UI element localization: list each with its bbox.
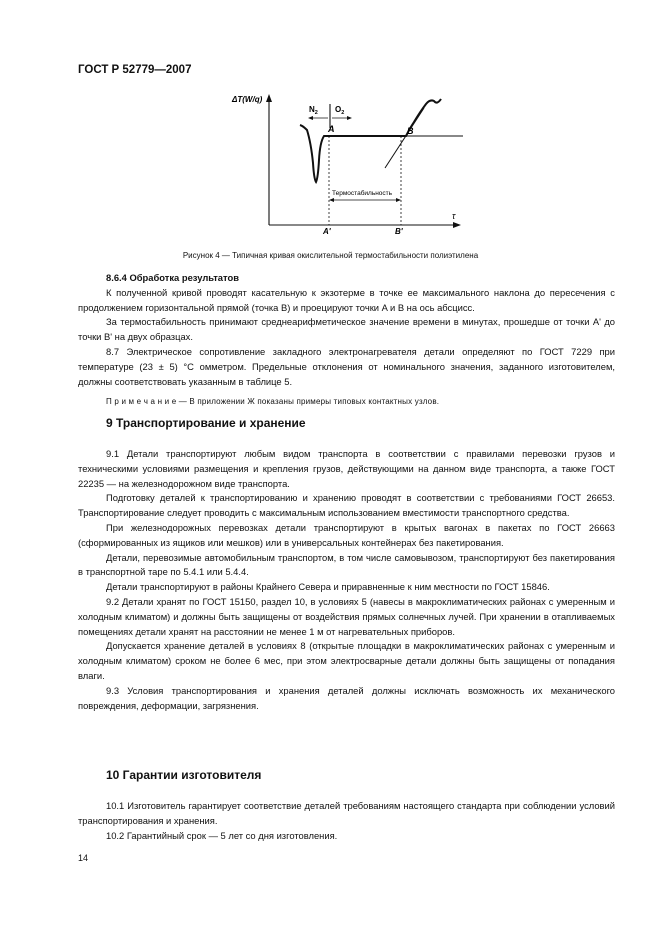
paragraph: 9.1 Детали транспортируют любым видом транспорта в соответствии с правилами перевозки грузов и техническими условиями размещения и крепления грузов, действующими на данном виде транспорта, а также ГОСТ 22235 — на железнодорожном виде транспорта. — [78, 448, 615, 489]
note: П р и м е ч а н и е — В приложении Ж показаны примеры типовых контактных узлов. — [106, 397, 440, 407]
o2-label: $O_2$ — [335, 105, 345, 116]
tangent-line — [385, 108, 424, 168]
paragraph: 9.2 Детали хранят по ГОСТ 15150, раздел 10, в условиях 5 (навесы в макроклиматических районах с умеренным и холодным климатом) и должны быть защищены от воздействия прямых солнечных лучей. При хранении в отапливаемых помещениях детали хранят на расстоянии не менее 1 м от нагревательных приборов. — [78, 595, 615, 637]
subsection-title: 8.6.4 Обработка результатов — [106, 272, 239, 283]
point-b-prime-label: B' — [395, 227, 403, 236]
point-a-prime-label: A' — [323, 227, 331, 236]
paragraph: 9.3 Условия транспортирования и хранения деталей должны исключать возможность их механического повреждения, деформации, загрязнения. — [78, 684, 615, 711]
section-10-text — [78, 799, 615, 843]
y-axis-label: ΔT(W/q) — [232, 95, 263, 104]
paragraph: К полученной кривой проводят касательную к экзотерме в точке ее максимального наклона до пересечения с продолжением горизонтальной прямой (точка B) и проецируют точки A и B на ось абсцисс. — [78, 286, 615, 313]
point-b-label: B — [407, 126, 414, 136]
paragraph: За термостабильность принимают среднеарифметическое значение времени в минутах, прошедше от точки A' до точки B' на двух образцах. — [78, 316, 615, 343]
paragraph: Подготовку деталей к транспортированию и хранению проводят в соответствии с требованиями ГОСТ 26653. Транспортирование следует проводить с максимальным использованием вместимости транспортного средства. — [78, 492, 615, 519]
paragraph: 10.2 Гарантийный срок — 5 лет со дня изготовления. — [106, 829, 338, 841]
y-axis-arrow — [266, 94, 272, 102]
dsc-curve — [300, 99, 441, 182]
thermostability-figure — [225, 88, 470, 236]
section-9-text — [78, 447, 615, 713]
page-number: 14 — [78, 853, 89, 863]
n2-label: $N_2$ — [309, 105, 318, 116]
section-heading: 10 Гарантии изготовителя — [106, 768, 262, 782]
paragraph: 10.1 Изготовитель гарантирует соответствие деталей требованиям настоящего стандарта при соблюдении условий транспортирования и хранения. — [78, 800, 615, 826]
section-heading: 9 Транспортирование и хранение — [106, 416, 306, 430]
paragraph: Детали, перевозимые автомобильным транспортом, в том числе самовывозом, транспортируют без пакетирования в транспортной таре по 5.4.1 или 5.4.4. — [78, 551, 615, 578]
paragraph: Допускается хранение деталей в условиях 8 (открытые площадки в макроклиматических районах с умеренным и холодным климатом) сроком не более 6 мес, при этом электросварные детали должны быть защищены от попадания влаги. — [78, 640, 615, 681]
paragraph: 8.7 Электрическое сопротивление закладного электронагревателя детали определяют по ГОСТ 7229 при температуре (23 ± 5) °С омметром. Предельные отклонения от номинального значения, заданного изготовителем, должны соответствовать указанным в таблице 5. — [78, 345, 615, 387]
figure-caption: Рисунок 4 — Типичная кривая окислительной термостабильности полиэтилена — [182, 251, 479, 260]
document-header: ГОСТ Р 52779—2007 — [78, 64, 192, 76]
span-label: Термостабильность — [332, 190, 393, 197]
point-a-label: A — [328, 124, 335, 134]
section-8-text — [78, 271, 615, 410]
x-axis-label: τ — [452, 211, 456, 221]
paragraph: Детали транспортируют в районы Крайнего Севера и приравненные к ним местности по ГОСТ 15846. — [106, 581, 550, 593]
x-axis-arrow — [453, 222, 461, 228]
paragraph: При железнодорожных перевозках детали транспортируют в крытых вагонах в пакетах по ГОСТ 26663 (сформированных из ящиков или мешков) или в универсальных контейнерах без пакетирования. — [78, 521, 615, 548]
